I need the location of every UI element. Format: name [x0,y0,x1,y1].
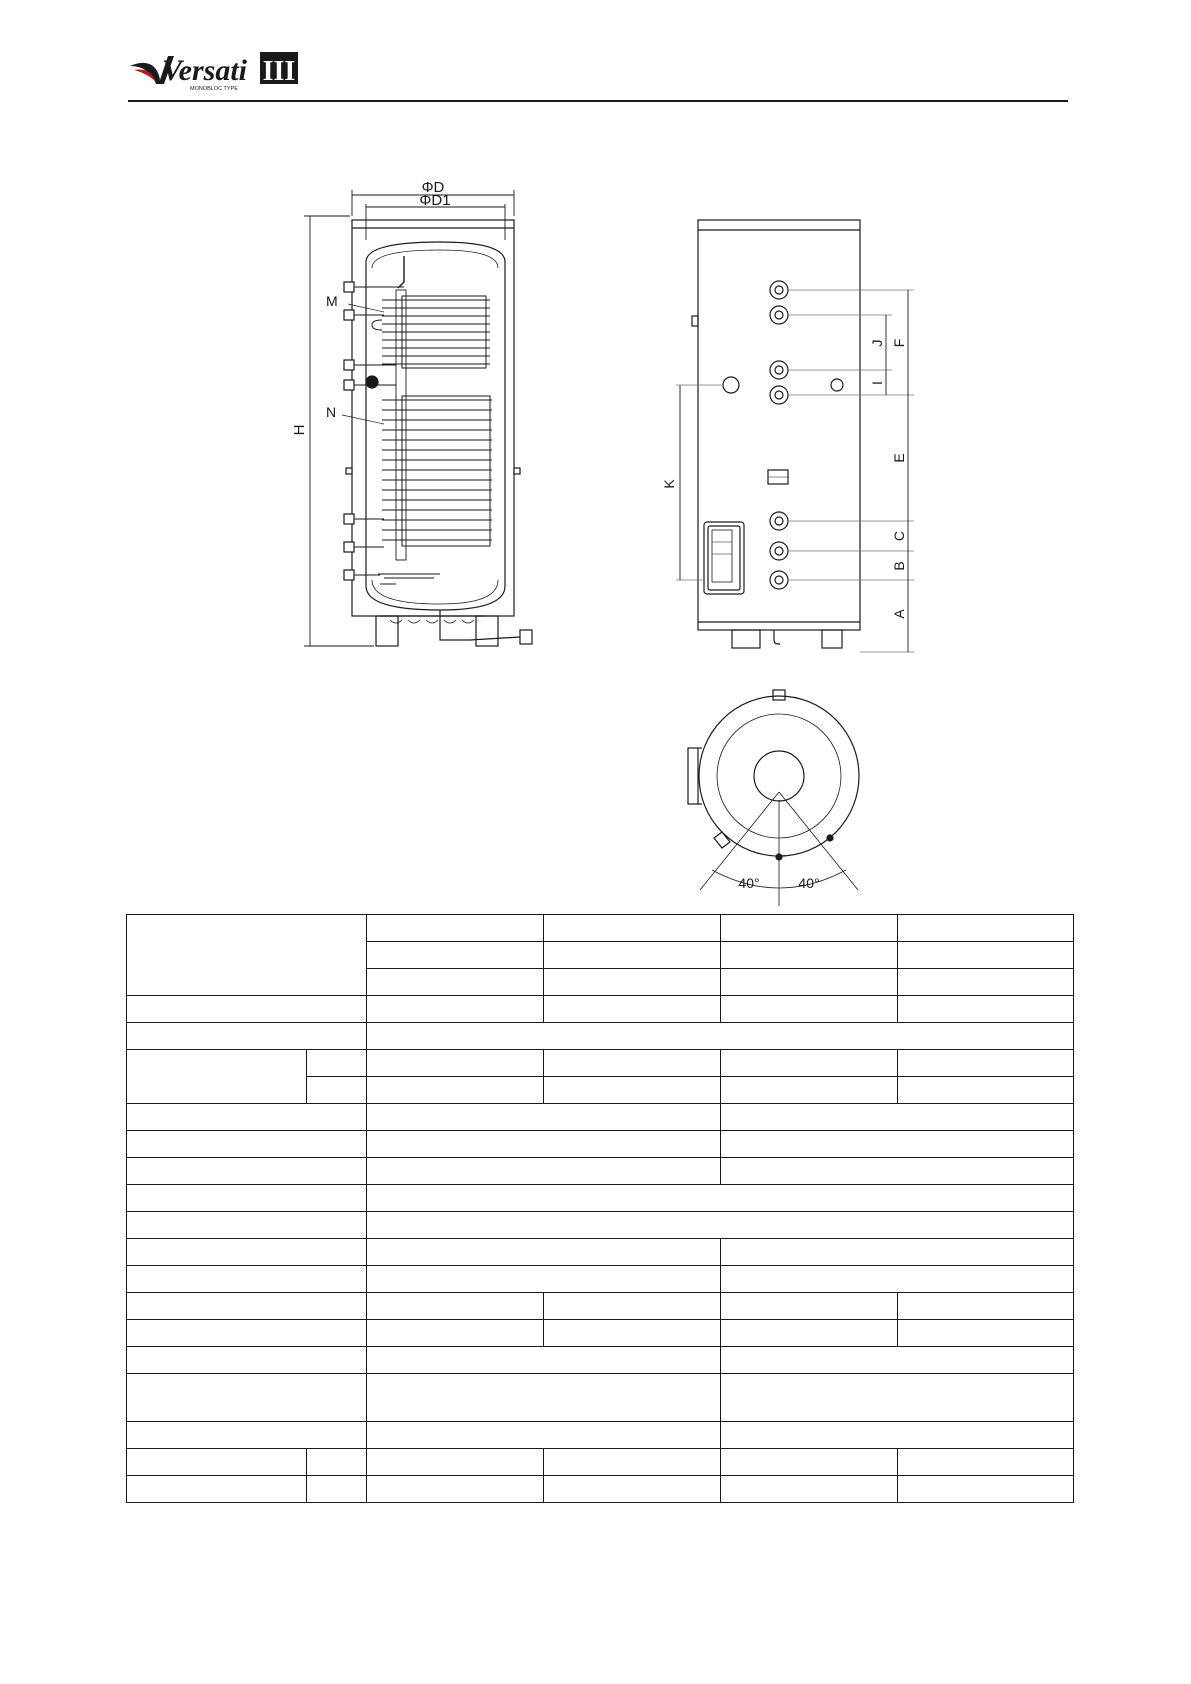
table-cell [307,1077,367,1104]
table-cell [898,996,1074,1023]
side-drain-stub [774,630,780,644]
label-coil-n: N [326,404,337,420]
table-cell [367,1104,721,1131]
table-cell [367,1212,1074,1239]
table-cell [367,1422,721,1449]
sensor-port [831,379,843,391]
heater-port [723,377,739,393]
label-dim-f: F [891,338,907,348]
table-cell [127,1239,367,1266]
label-diameter-outer: ΦD [421,179,445,196]
table-cell [721,1239,1074,1266]
table-cell [721,1320,898,1347]
table-cell [544,996,721,1023]
specification-table [126,914,1074,1503]
top-connection-left [714,832,730,848]
table-cell [367,1239,721,1266]
table-cell [721,996,898,1023]
table-row [127,1293,1074,1320]
table-cell [721,1131,1074,1158]
logo-brand-text: Versati [162,54,248,87]
table-cell [367,1158,721,1185]
table-cell [367,1266,721,1293]
table-cell [367,1449,544,1476]
connection-hot-outlet [770,281,788,299]
table-cell [721,1374,1074,1422]
table-row [127,1320,1074,1347]
table-cell [127,1212,367,1239]
table-cell [127,915,367,996]
table-row [127,1050,1074,1077]
table-cell [367,1023,1074,1050]
table-cell [721,1158,1074,1185]
top-side-panel [688,748,698,804]
table-cell [721,1422,1074,1449]
table-cell [127,1023,367,1050]
side-view [661,220,914,652]
table-cell [367,996,544,1023]
table-cell [721,1347,1074,1374]
label-dim-e: E [891,453,907,463]
table-cell [367,1131,721,1158]
connection-recirculation [770,512,788,530]
table-cell [898,1293,1074,1320]
table-cell [898,942,1074,969]
label-dim-j: J [869,339,885,347]
label-coil-m: M [326,293,338,309]
table-cell [721,1050,898,1077]
table-cell [127,1293,367,1320]
table-row [127,1131,1074,1158]
label-dim-a: A [891,609,907,619]
table-cell [367,1374,721,1422]
table-cell [307,1476,367,1503]
table-cell [307,1449,367,1476]
connection-upper-coil-out [770,361,788,379]
table-cell [367,1077,544,1104]
table-row [127,1239,1074,1266]
table-cell [127,1476,307,1503]
table-cell [721,1476,898,1503]
front-section-view [291,179,532,646]
table-cell [898,969,1074,996]
table-cell [898,1050,1074,1077]
top-center-port [754,751,804,801]
table-row [127,996,1074,1023]
table-cell [544,1449,721,1476]
table-cell [721,969,898,996]
table-row [127,1212,1074,1239]
table-cell [544,1476,721,1503]
table-cell [367,969,544,996]
table-cell [544,1050,721,1077]
table-row [127,1023,1074,1050]
table-cell [898,1077,1074,1104]
angle-label-right: 40° [798,875,820,891]
table-row [127,915,1074,942]
table-cell [127,1050,307,1104]
table-cell [127,996,367,1023]
table-cell [898,1476,1074,1503]
table-cell [307,1050,367,1077]
table-cell [367,1050,544,1077]
table-cell [544,1293,721,1320]
table-cell [544,915,721,942]
table-cell [721,1449,898,1476]
table-row [127,1104,1074,1131]
table-cell [544,942,721,969]
label-dim-c: C [891,530,907,542]
connection-cold-inlet [770,571,788,589]
table-row [127,1185,1074,1212]
drain-fitting [520,630,532,644]
table-cell [127,1185,367,1212]
connection-lower-coil-in [770,386,788,404]
table-cell [898,1320,1074,1347]
label-dim-k: K [661,479,677,489]
table-cell [367,1293,544,1320]
table-row [127,1158,1074,1185]
table-cell [127,1347,367,1374]
table-cell [544,969,721,996]
table-cell [721,1293,898,1320]
table-cell [127,1158,367,1185]
table-cell [544,1320,721,1347]
table-row [127,1422,1074,1449]
table-row [127,1347,1074,1374]
table-cell [898,1449,1074,1476]
table-cell [898,915,1074,942]
table-row [127,1476,1074,1503]
control-panel [704,522,744,594]
drain-line [470,637,520,640]
side-top-fitting [692,316,698,326]
table-cell [721,1266,1074,1293]
table-cell [721,1077,898,1104]
table-row [127,1449,1074,1476]
table-cell [127,1449,307,1476]
side-connections [723,281,843,589]
table-cell [127,1131,367,1158]
table-row [127,1266,1074,1293]
table-cell [367,1320,544,1347]
connection-lower-coil-out [770,542,788,560]
top-view [688,690,859,906]
angle-guides [700,792,858,906]
front-base [376,616,498,646]
logo-tagline: MONOBLOC TYPE [190,86,238,92]
label-diameter-inner: ΦD1 [419,192,451,209]
table-cell [127,1266,367,1293]
label-dim-b: B [891,561,907,571]
table-cell [367,942,544,969]
top-handle [773,690,785,700]
connection-upper-coil-in [770,306,788,324]
top-connection-right [827,835,833,841]
table-cell [544,1077,721,1104]
table-row [127,1374,1074,1422]
angle-label-left: 40° [738,875,760,891]
anode-fitting [366,376,378,388]
table-cell [721,942,898,969]
table-cell [721,915,898,942]
side-foot-left [732,630,760,648]
table-cell [127,1422,367,1449]
table-cell [367,1476,544,1503]
label-height: H [291,424,308,436]
table-cell [367,1185,1074,1212]
table-cell [127,1320,367,1347]
logo-numeral: III [262,56,296,87]
table-cell [367,915,544,942]
table-cell [367,1347,721,1374]
table-cell [721,1104,1074,1131]
table-cell [127,1104,367,1131]
side-foot-right [822,630,842,648]
table-cell [127,1374,367,1422]
label-dim-i: I [869,381,885,385]
